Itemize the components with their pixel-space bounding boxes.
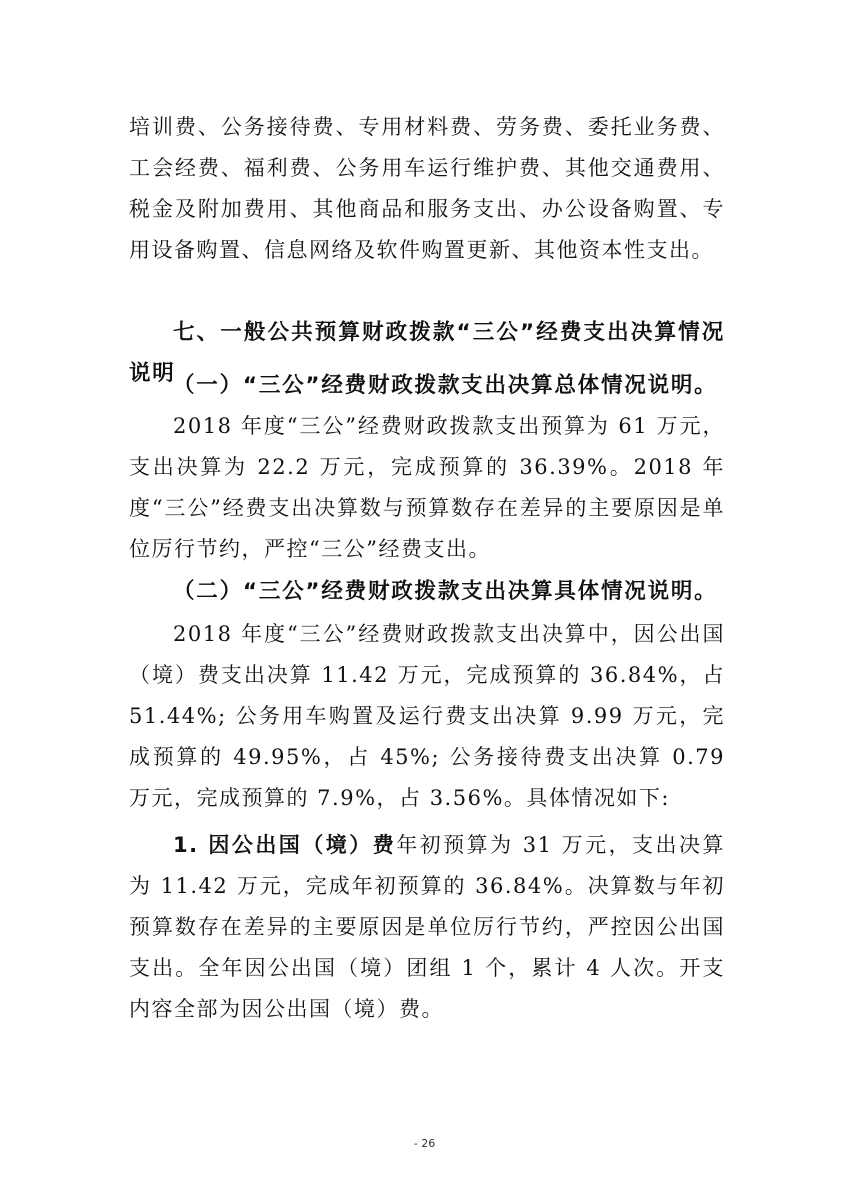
- subsection-1-heading: （一）“三公”经费财政拨款支出决算总体情况说明。: [173, 373, 718, 398]
- paragraph-expense-list: 培训费、公务接待费、专用材料费、劳务费、委托业务费、工会经费、福利费、公务用车运行维护费、其他交通费用、税金及附加费用、其他商品和服务支出、办公设备购置、专用设备购置、信息网络及软件购置更新、其他资本性支出。: [129, 115, 725, 262]
- subsection-1-body: 2018 年度“三公”经费财政拨款支出预算为 61 万元，支出决算为 22.2 万元，完成预算的 36.39%。2018 年度“三公”经费支出决算数与预算数存在差异的主要原因是单位厉行节约，严控“三公”经费支出。: [129, 414, 725, 561]
- subsection-2-body: 2018 年度“三公”经费财政拨款支出决算中，因公出国（境）费支出决算 11.42 万元，完成预算的 36.84%，占 51.44%; 公务用车购置及运行费支出决算 9.99 万元，完成预算的 49.95%，占 45%; 公务接待费支出决算 0.79 万元，完成预算的 7.9%，占 3.56%。具体情况如下:: [129, 622, 725, 810]
- item-1-paragraph: [129, 825, 725, 1030]
- item-1-body: 年初预算为 31 万元，支出决算为 11.42 万元，完成年初预算的 36.84%。决算数与年初预算数存在差异的主要原因是单位厉行节约，严控因公出国支出。全年因公出国（境）团组 1 个，累计 4 人次。开支内容全部为因公出国（境）费。: [129, 833, 725, 1021]
- page-number: - 26: [413, 1137, 436, 1150]
- item-1-label: 1. 因公出国（境）费: [173, 833, 397, 857]
- subsection-2-heading: （二）“三公”经费财政拨款支出决算具体情况说明。: [173, 579, 718, 604]
- section-7-heading: 七、一般公共预算财政拨款“三公”经费支出决算情况说明: [129, 320, 725, 386]
